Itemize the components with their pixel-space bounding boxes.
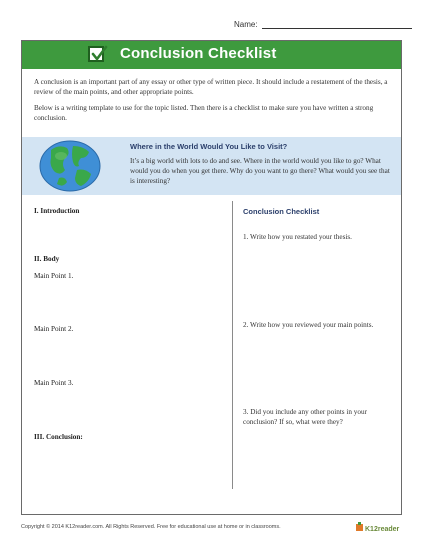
checklist-item-3-text: 3. Did you include any other points in your conclusion? If so, what were they? — [243, 408, 367, 426]
k12reader-logo — [356, 521, 406, 535]
title-banner — [22, 41, 401, 69]
checklist-item-2 — [243, 320, 393, 330]
globe-icon — [39, 140, 101, 192]
checkmark-box-icon — [88, 46, 104, 62]
name-write-line[interactable] — [262, 20, 412, 29]
outline-body: II. Body — [34, 255, 60, 263]
checklist-item-1 — [243, 232, 393, 242]
intro-paragraph-1: A conclusion is an important part of any essay or other type of written piece. It should include a restatement of the thesis, a review of the main points, and other appropriate points. — [34, 78, 388, 96]
checklist-item-3 — [243, 407, 393, 427]
checklist-heading: Conclusion Checklist — [243, 207, 320, 216]
footer-copyright: Copyright © 2014 K12reader.com. All Rights Reserved. Free for educational use at home or in classrooms. — [21, 524, 281, 530]
outline-main-point-3: Main Point 3. — [34, 379, 74, 387]
intro-paragraph-2: Below is a writing template to use for the topic listed. Then there is a checklist to make sure you have written a strong conclusion. — [34, 104, 374, 122]
name-label: Name: — [234, 20, 258, 29]
page-title: Conclusion Checklist — [120, 45, 277, 62]
checklist-item-2-text: 2. Write how you reviewed your main points. — [243, 321, 374, 329]
outline-main-point-1: Main Point 1. — [34, 272, 74, 280]
topic-description: It’s a big world with lots to do and see. Where in the world would you like to go? What would you do when you get there. Why do you want to go there? What would you see that is interesting? — [130, 157, 390, 185]
worksheet — [21, 40, 402, 515]
name-field[interactable] — [234, 20, 412, 29]
outline-main-point-2: Main Point 2. — [34, 325, 74, 333]
column-divider — [232, 201, 233, 489]
checklist-item-1-text: 1. Write how you restated your thesis. — [243, 233, 352, 241]
intro-text — [34, 77, 392, 129]
topic-title: Where in the World Would You Like to Visit? — [130, 142, 288, 151]
logo-text: K12reader — [365, 526, 400, 533]
outline-introduction: I. Introduction — [34, 207, 80, 215]
outline-conclusion: III. Conclusion: — [34, 433, 83, 441]
